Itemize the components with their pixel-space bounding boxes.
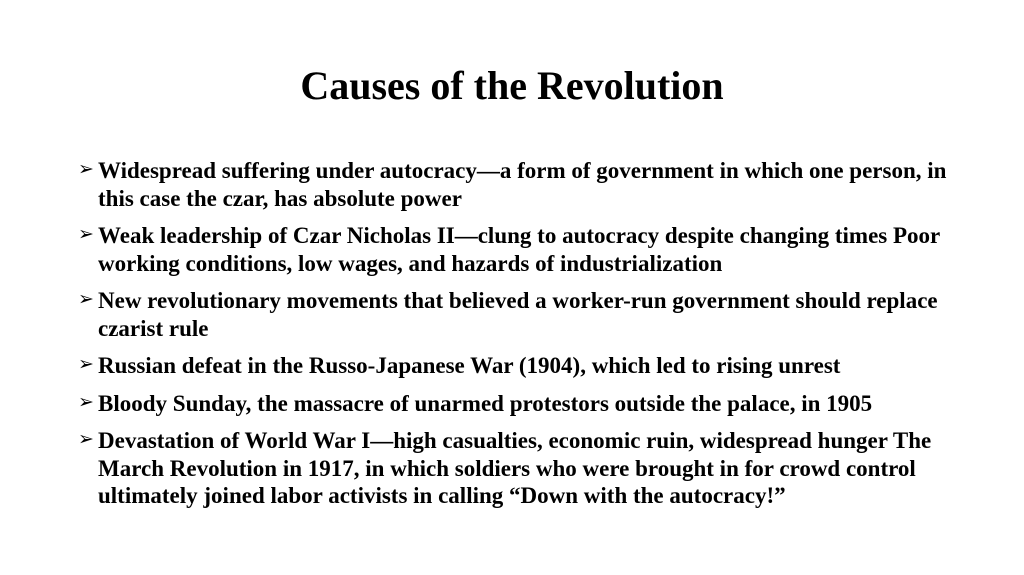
bullet-text: Devastation of World War I—high casualties, economic ruin, widespread hunger The March Revolution in 1917, in which soldiers who were brought in for crowd control ultimately joined labor activists in calling “Down with the autocracy!”: [98, 428, 932, 508]
bullet-text: Widespread suffering under autocracy—a form of government in which one person, in this case the czar, has absolute power: [98, 158, 947, 211]
arrowhead-bullet-icon: ➢: [78, 390, 94, 413]
bullet-text: Russian defeat in the Russo-Japanese War (1904), which led to rising unrest: [98, 353, 841, 378]
bullet-item: [78, 352, 958, 380]
arrowhead-bullet-icon: ➢: [78, 288, 94, 310]
arrowhead-bullet-icon: ➢: [78, 158, 94, 180]
bullet-item: [78, 390, 958, 418]
arrowhead-bullet-icon: ➢: [78, 223, 94, 245]
bullet-text: Weak leadership of Czar Nicholas II—clung to autocracy despite changing times Poor working conditions, low wages, and hazards of industrialization: [98, 223, 940, 276]
arrowhead-bullet-icon: ➢: [78, 428, 94, 450]
bullet-item: [78, 287, 958, 342]
bullet-text: New revolutionary movements that believed a worker-run government should replace czarist rule: [98, 288, 938, 341]
bullet-item: [78, 157, 958, 212]
bullet-text: Bloody Sunday, the massacre of unarmed protestors outside the palace, in 1905: [98, 390, 873, 416]
slide-title: Causes of the Revolution: [300, 63, 724, 108]
bullet-item: [78, 427, 958, 510]
bullet-list: [78, 157, 958, 520]
bullet-item: [78, 222, 958, 277]
arrowhead-bullet-icon: ➢: [78, 353, 94, 375]
